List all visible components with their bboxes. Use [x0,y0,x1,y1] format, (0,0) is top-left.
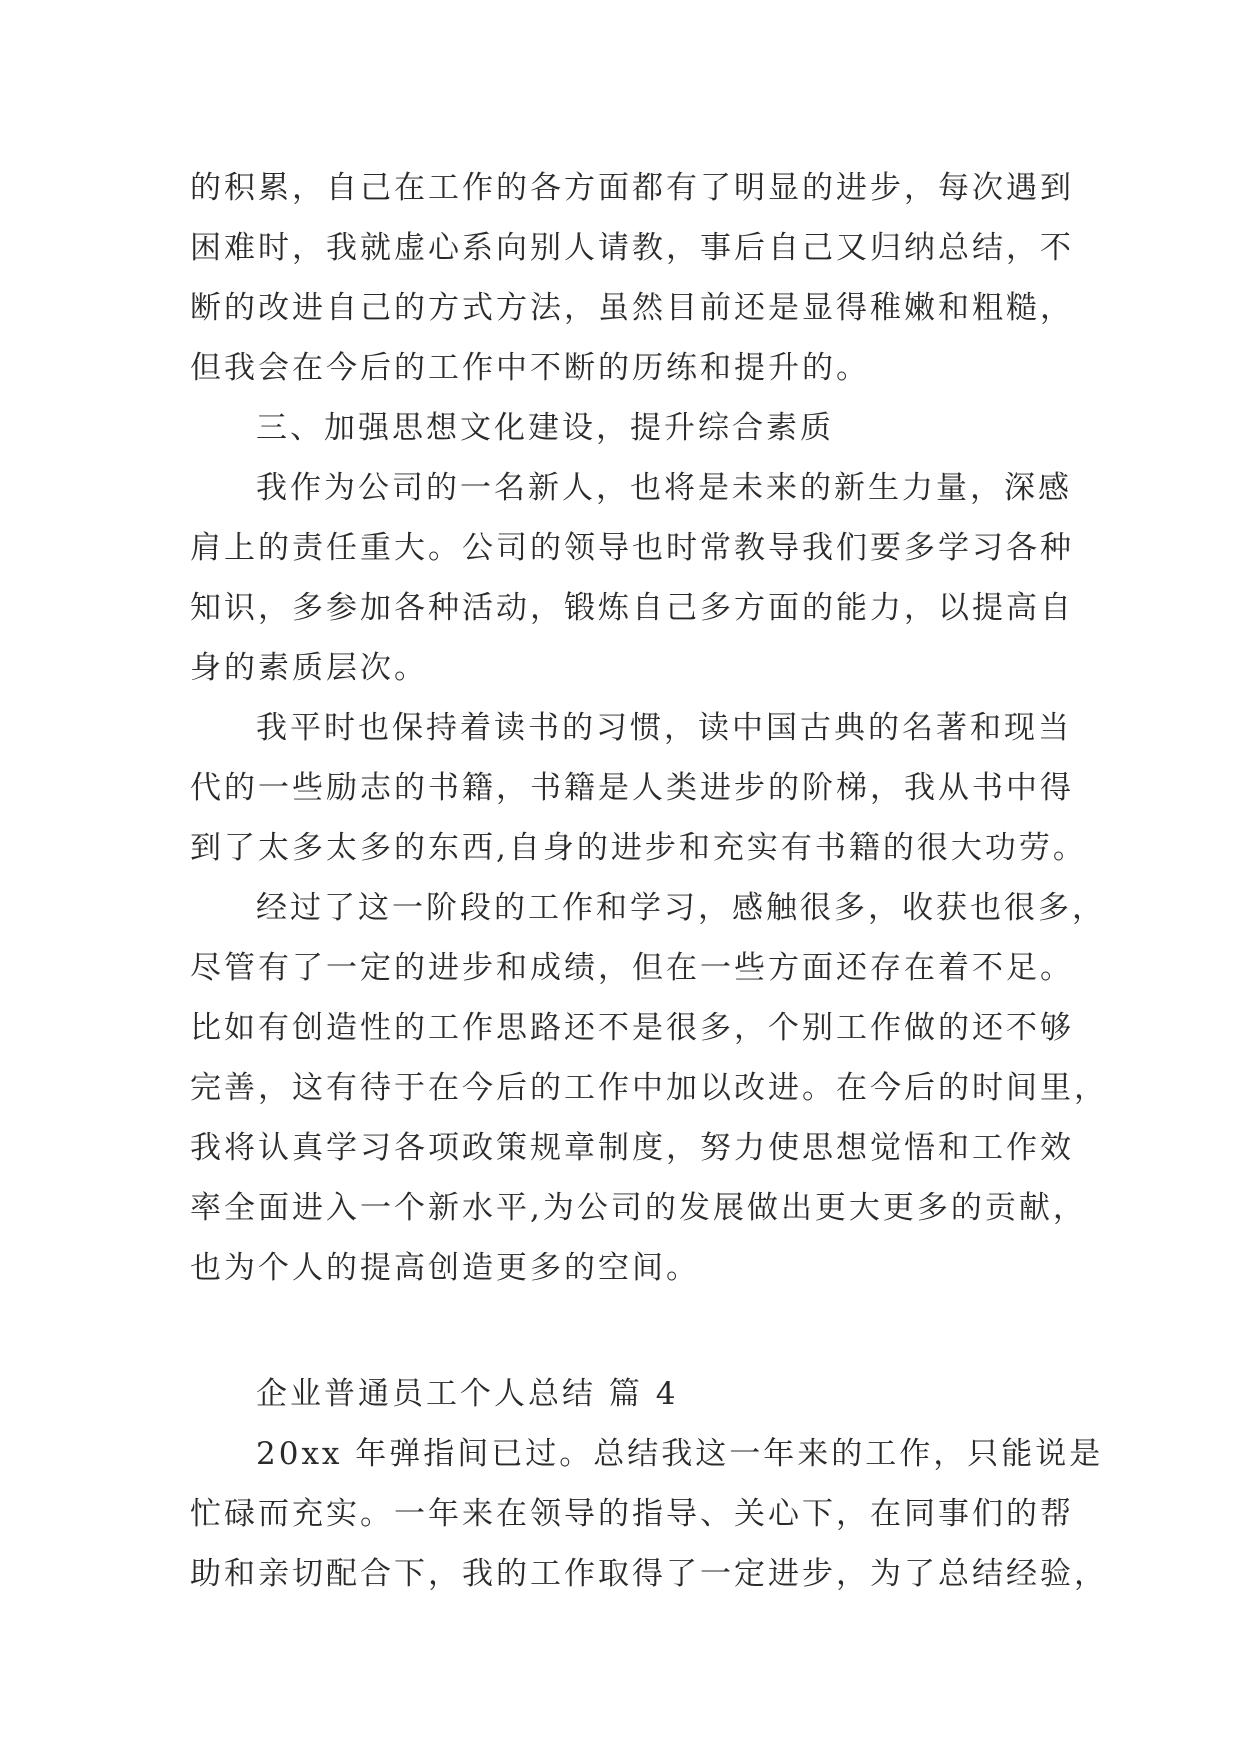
text-line: 肩上的责任重大。公司的领导也时常教导我们要多学习各种 [190,530,1074,566]
text-line: 断的改进自己的方式方法，虽然目前还是显得稚嫩和粗糙， [190,290,1074,326]
text-line: 我将认真学习各项政策规章制度，努力使思想觉悟和工作效 [190,1130,1074,1166]
paragraph-gap [190,1298,1070,1364]
text-line: 困难时，我就虚心系向别人请教，事后自己又归纳总结，不 [190,230,1074,266]
text-line: 也为个人的提高创造更多的空间。 [190,1250,700,1286]
document-body [190,158,1108,1604]
section-heading: 三、加强思想文化建设，提升综合素质 [256,410,834,446]
text-line: 忙碌而充实。一年来在领导的指导、关心下，在同事们的帮 [190,1496,1074,1532]
text-line: 助和亲切配合下，我的工作取得了一定进步，为了总结经验， [190,1556,1108,1592]
text-line: 经过了这一阶段的工作和学习，感触很多，收获也很多， [256,890,1106,926]
text-line: 的积累，自己在工作的各方面都有了明显的进步，每次遇到 [190,170,1074,206]
text-line: 我作为公司的一名新人，也将是未来的新生力量，深感 [256,470,1072,506]
text-line: 知识，多参加各种活动，锻炼自己多方面的能力，以提高自 [190,590,1074,626]
text-line: 完善，这有待于在今后的工作中加以改进。在今后的时间里， [190,1070,1108,1106]
article-title: 企业普通员工个人总结 篇 4 [256,1376,679,1412]
text-line: 率全面进入一个新水平,为公司的发展做出更大更多的贡献， [190,1190,1087,1226]
text-line: 比如有创造性的工作思路还不是很多，个别工作做的还不够 [190,1010,1074,1046]
text-line: 我平时也保持着读书的习惯，读中国古典的名著和现当 [256,710,1072,746]
text-line: 身的素质层次。 [190,650,428,686]
text-line: 代的一些励志的书籍，书籍是人类进步的阶梯，我从书中得 [190,770,1074,806]
text-line: 20xx 年弹指间已过。总结我这一年来的工作，只能说是 [256,1436,1104,1472]
text-line: 尽管有了一定的进步和成绩，但在一些方面还存在着不足。 [190,950,1074,986]
text-line: 但我会在今后的工作中不断的历练和提升的。 [190,350,870,386]
text-line: 到了太多太多的东西,自身的进步和充实有书籍的很大功劳。 [190,830,1087,866]
